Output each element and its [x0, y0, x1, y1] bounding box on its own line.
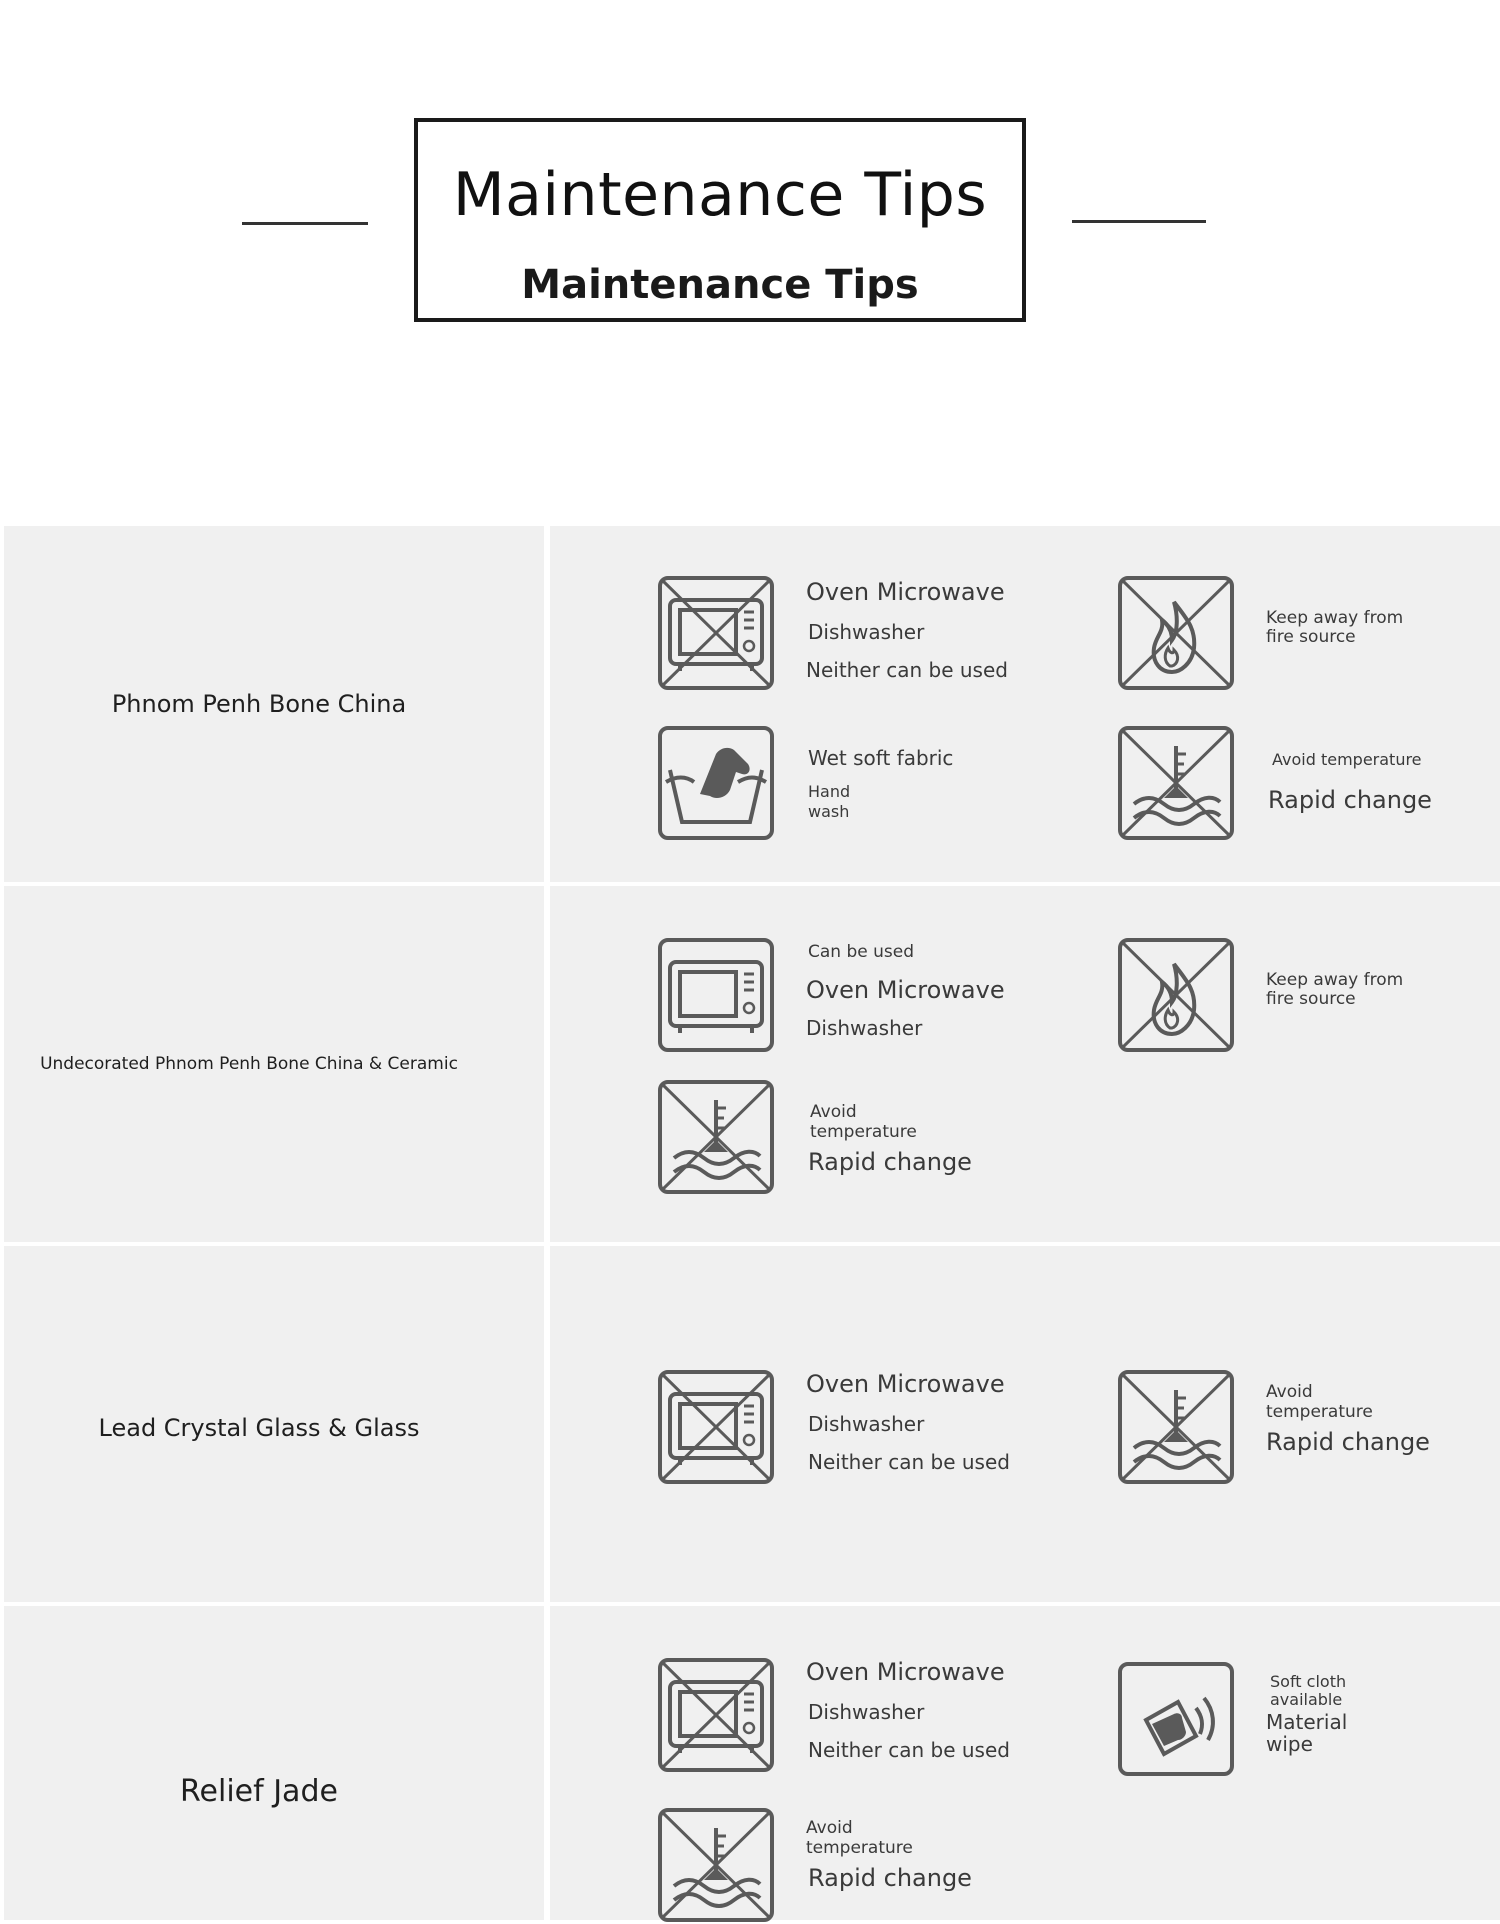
tips-cell [550, 1606, 1500, 1920]
tip-label: fire source [1266, 627, 1356, 647]
material-cell [4, 526, 544, 882]
tip-label: Neither can be used [806, 658, 1008, 682]
tip-label: Dishwasher [806, 1016, 923, 1040]
hand-wash-icon [656, 724, 776, 842]
tip-label: Rapid change [1268, 786, 1432, 814]
material-name: Undecorated Phnom Penh Bone China & Ceramic [40, 1054, 458, 1074]
tips-cell [550, 1246, 1500, 1602]
tip-label: Avoid [1266, 1382, 1313, 1402]
material-name: Phnom Penh Bone China [111, 690, 407, 718]
tip-label: Material [1266, 1710, 1348, 1734]
material-name: Relief Jade [180, 1774, 338, 1809]
fire-crossed-icon [1116, 936, 1236, 1054]
tip-label: temperature [1266, 1402, 1373, 1422]
temperature-crossed-icon [656, 1806, 776, 1924]
microwave-crossed-icon [656, 1368, 776, 1486]
tip-label: temperature [810, 1122, 917, 1142]
tip-label: Rapid change [808, 1864, 972, 1892]
microwave-icon [656, 936, 776, 1054]
header-title-box [414, 118, 1026, 322]
fire-crossed-icon [1116, 574, 1236, 692]
tip-label: Keep away from [1266, 970, 1404, 990]
soft-cloth-wipe-icon [1116, 1660, 1236, 1778]
tip-label: Avoid temperature [1272, 750, 1422, 769]
tip-label: wipe [1266, 1732, 1313, 1756]
tip-label: Neither can be used [808, 1450, 1010, 1474]
tip-label: Hand [808, 782, 851, 801]
table-row [4, 1606, 1500, 1920]
maintenance-table [4, 526, 1500, 1920]
table-row [4, 1246, 1500, 1602]
tip-label: Dishwasher [808, 620, 925, 644]
tips-cell [550, 886, 1500, 1242]
tip-label: fire source [1266, 989, 1356, 1009]
header-rule-right [1072, 220, 1206, 223]
tip-label: Avoid [806, 1818, 853, 1838]
page-title: Maintenance Tips [452, 160, 988, 230]
tips-cell [550, 526, 1500, 882]
tip-label: available [1270, 1690, 1343, 1709]
tip-label: Dishwasher [808, 1700, 925, 1724]
tip-label: Avoid [810, 1102, 857, 1122]
tip-label: Wet soft fabric [808, 746, 954, 770]
table-row [4, 886, 1500, 1242]
temperature-crossed-icon [1116, 724, 1236, 842]
tip-label: Oven Microwave [806, 578, 1005, 606]
material-cell [4, 886, 544, 1242]
tip-label: Oven Microwave [806, 976, 1005, 1004]
temperature-crossed-icon [1116, 1368, 1236, 1486]
tip-label: Can be used [808, 942, 915, 962]
tip-label: Keep away from [1266, 608, 1404, 628]
material-cell [4, 1606, 544, 1920]
tip-label: Rapid change [1266, 1428, 1430, 1456]
material-cell [4, 1246, 544, 1602]
tip-label: Soft cloth [1270, 1672, 1347, 1691]
table-row [4, 526, 1500, 882]
tip-label: temperature [806, 1838, 913, 1858]
microwave-crossed-icon [656, 574, 776, 692]
temperature-crossed-icon [656, 1078, 776, 1196]
tip-label: Oven Microwave [806, 1370, 1005, 1398]
material-name: Lead Crystal Glass & Glass [98, 1414, 420, 1442]
page-subtitle: Maintenance Tips [521, 262, 919, 308]
tip-label: Rapid change [808, 1148, 972, 1176]
tip-label: Dishwasher [808, 1412, 925, 1436]
header-rule-left [242, 222, 368, 225]
tip-label: wash [808, 802, 850, 821]
tip-label: Oven Microwave [806, 1658, 1005, 1686]
microwave-crossed-icon [656, 1656, 776, 1774]
tip-label: Neither can be used [808, 1738, 1010, 1762]
